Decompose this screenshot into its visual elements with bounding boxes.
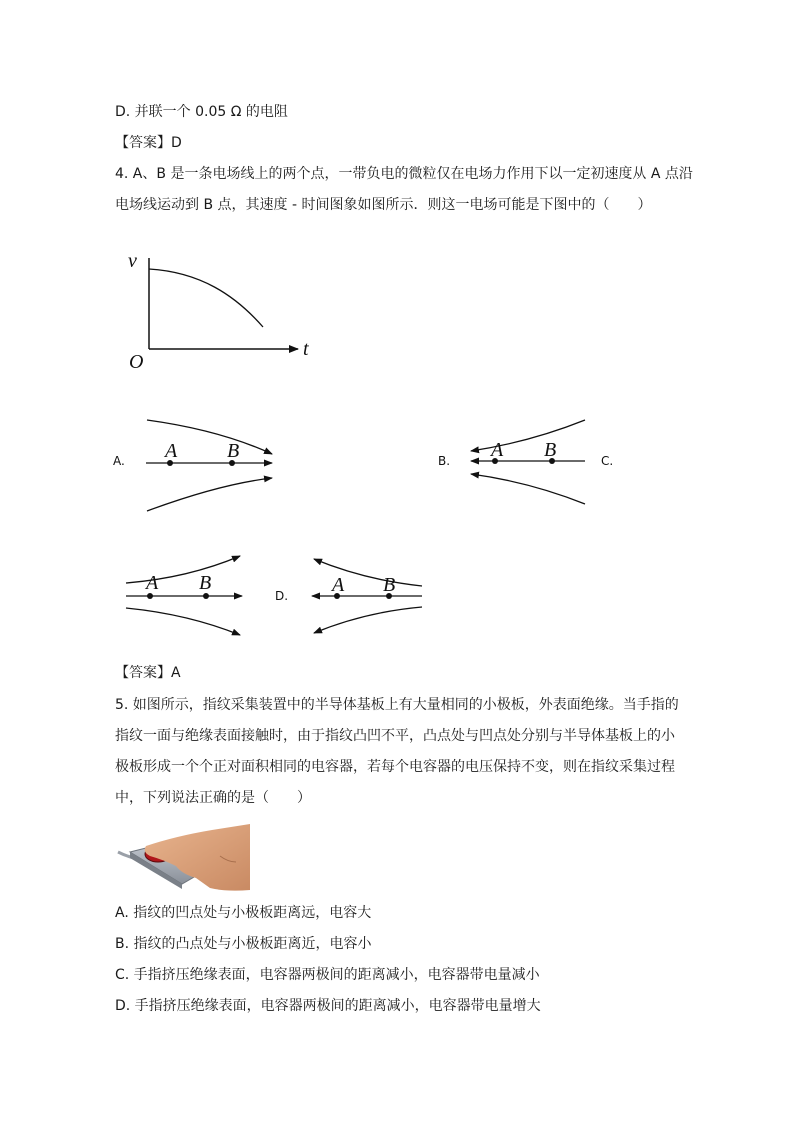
field-line-lower [126,608,240,635]
q3-option-d: D. 并联一个 0.05 Ω 的电阻 [115,104,288,120]
q4-answer [115,663,181,683]
point-a-label: A [491,439,504,461]
t-axis-label: t [303,338,309,360]
q5-stem-line2: 指纹一面与绝缘表面接触时，由于指纹凸凹不平，凸点处与凹点处分别与半导体基板上的小 [115,728,675,744]
field-line-lower [471,474,585,504]
field-line-upper [126,556,240,583]
origin-label: O [129,351,144,373]
q5-stem-line1: 5. 如图所示，指纹采集装置中的半导体基板上有大量相同的小极板，外表面绝缘。当手指的 [115,697,679,713]
point-a-label: A [146,572,159,594]
field-line-upper [314,559,422,586]
q4-stem-line2: 电场线运动到 B 点，其速度 - 时间图象如图所示．则这一电场可能是下图中的（ ） [115,197,652,213]
option-c-figure [118,548,258,648]
option-b-figure [435,412,635,512]
option-b-label: B. [438,454,451,468]
q5-stem-line4: 中，下列说法正确的是（ ） [115,790,311,806]
v-axis-label: v [128,250,137,272]
answer-value: A [171,665,181,681]
point-b-label: B [227,440,240,462]
finger [145,824,250,891]
point-b-label: B [383,574,396,596]
q4-stem-line1: 4. A、B 是一条电场线上的两个点，一带负电的微粒仅在电场力作用下以一定初速度从 A 点沿 [115,166,693,182]
q5-stem-line3: 极板形成一个个正对面积相同的电容器，若每个电容器的电压保持不变，则在指纹采集过程 [115,759,675,775]
q5-option-b: B. 指纹的凸点处与小极板距离近，电容小 [115,936,372,952]
option-c-label: C. [601,454,614,468]
point-a-label: A [165,440,178,462]
answer-bracket: 【答案】 [115,665,171,681]
point-b-label: B [199,572,212,594]
answer-bracket: 【答案】 [115,135,171,151]
answer-value: D [171,135,182,151]
point-b-label: B [544,439,557,461]
field-line-lower [314,607,422,633]
q5-option-d: D. 手指挤压绝缘表面，电容器两极间的距离减小，电容器带电量增大 [115,998,541,1014]
velocity-curve [149,269,263,327]
q5-option-a: A. 指纹的凹点处与小极板距离远，电容大 [115,905,372,921]
option-d-figure [270,548,430,648]
field-line-lower [147,478,272,511]
point-a-label: A [332,574,345,596]
option-d-label: D. [275,589,289,603]
q3-answer [115,133,182,153]
field-line-upper [471,420,585,451]
q5-option-c: C. 手指挤压绝缘表面，电容器两极间的距离减小，电容器带电量减小 [115,967,540,983]
vt-graph [120,240,320,380]
option-a-figure [110,408,290,518]
option-a-label: A. [113,454,125,468]
fingerprint-scanner-image [116,822,250,892]
